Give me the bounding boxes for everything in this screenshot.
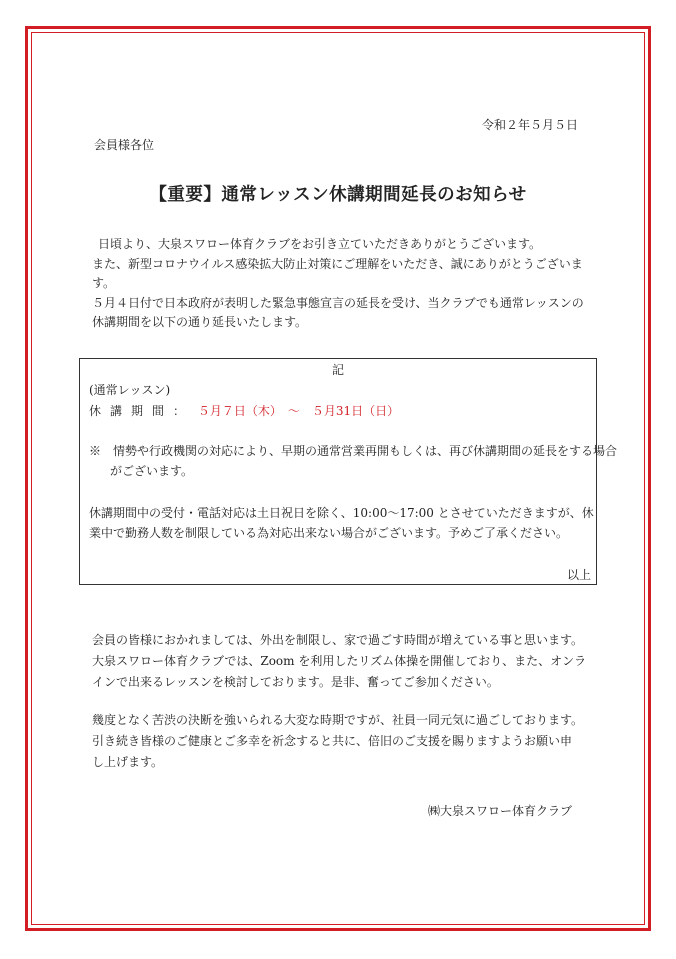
document-date: 令和２年５月５日 (482, 118, 579, 132)
intro-paragraph (92, 235, 602, 333)
closure-period (89, 403, 399, 420)
intro-line: ５月４日付で日本政府が表明した緊急事態宣言の延長を受け、当クラブでも通常レッスンの (92, 295, 584, 310)
intro-line: す。 (92, 276, 116, 290)
body-line: 大泉スワロー体育クラブでは、Zoom を利用したリズム体操を開催しており、また、オンラ (92, 654, 587, 668)
addressee: 会員様各位 (94, 138, 155, 152)
intro-line: また、新型コロナウイルス感染拡大防止対策にご理解をいただき、誠にありがとうございま (92, 256, 583, 271)
intro-line: 休講期間を以下の通り延長いたします。 (92, 315, 308, 329)
body-line: し上げます。 (92, 755, 164, 769)
signature: ㈱大泉スワロー体育クラブ (428, 804, 573, 818)
body-line: インで出来るレッスンを検討しております。是非、奮ってご参加ください。 (92, 675, 499, 689)
notice-category: (通常レッスン) (89, 383, 171, 397)
body-line: 引き続き皆様のご健康とご多幸を祈念すると共に、倍旧のご支援を賜りますようお願い申 (92, 734, 573, 748)
notice-closing: 以上 (567, 568, 592, 582)
notice-note-line: がございます。 (110, 464, 194, 478)
period-value: ５月７日（木） ～ ５月31日（日） (197, 404, 400, 418)
notice-info-line: 休講期間中の受付・電話対応は土日祝日を除く、10:00～17:00 とさせていただきますが、休 (89, 506, 594, 520)
body-paragraphs (92, 630, 602, 773)
body-line: 会員の皆様におかれましては、外出を制限し、家で過ごす時間が増えている事と思います。 (92, 633, 584, 647)
notice-heading: 記 (331, 363, 344, 377)
notice-note-line: ※ 情勢や行政機関の対応により、早期の通常営業再開もしくは、再び休講期間の延長をする場合 (89, 444, 618, 458)
intro-line: 日頃より、大泉スワロー体育クラブをお引き立ていただきありがとうございます。 (98, 237, 542, 251)
page-title: 【重要】通常レッスン休講期間延長のお知らせ (149, 185, 527, 205)
paragraph-gap (92, 693, 602, 710)
body-line: 幾度となく苦渋の決断を強いられる大変な時期ですが、社員一同元気に過ごしております。 (92, 713, 584, 727)
period-label: 休講期間： (89, 404, 195, 418)
notice-info-line: 業中で勤務人数を制限している為対応出来ない場合がございます。予めご了承ください。 (89, 526, 569, 540)
